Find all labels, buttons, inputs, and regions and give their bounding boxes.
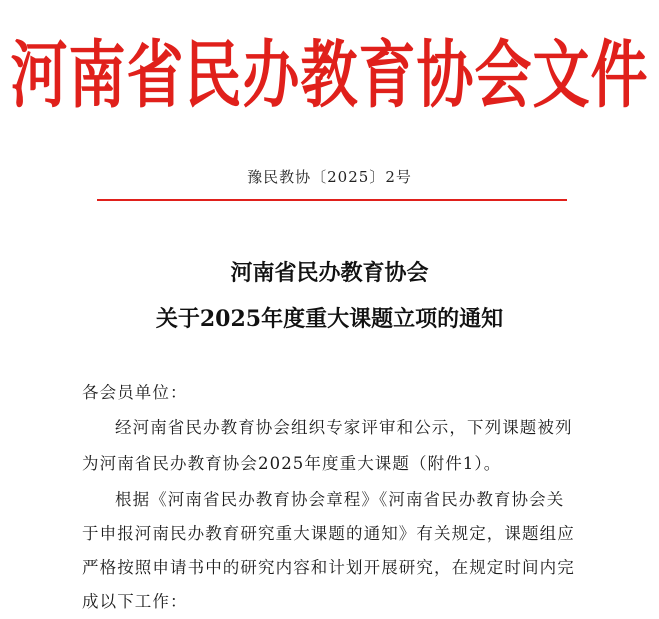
notice-title-line-2: 关于2025年度重大课题立项的通知 bbox=[155, 306, 504, 332]
paragraph-1-line-2: 为河南省民办教育协会2025年度重大课题（附件1）。 bbox=[82, 454, 502, 473]
notice-title-line-1: 河南省民办教育协会 bbox=[230, 260, 429, 286]
paragraph-2-line-3: 严格按照申请书中的研究内容和计划开展研究，在规定时间内完 bbox=[82, 558, 575, 577]
paragraph-2-line-2: 于申报河南民办教育研究重大课题的通知》有关规定，课题组应 bbox=[82, 524, 575, 543]
salutation: 各会员单位： bbox=[82, 383, 188, 402]
paragraph-2-line-4: 成以下工作： bbox=[82, 592, 188, 611]
masthead-title: 河南省民办教育协会文件 bbox=[10, 32, 649, 118]
red-divider-rule bbox=[97, 199, 567, 201]
document-number: 豫民教协〔2025〕2号 bbox=[247, 168, 412, 186]
paragraph-2-line-1: 根据《河南省民办教育协会章程》《河南省民办教育协会关 bbox=[115, 490, 565, 509]
paragraph-1-line-1: 经河南省民办教育协会组织专家评审和公示，下列课题被列 bbox=[115, 418, 573, 437]
